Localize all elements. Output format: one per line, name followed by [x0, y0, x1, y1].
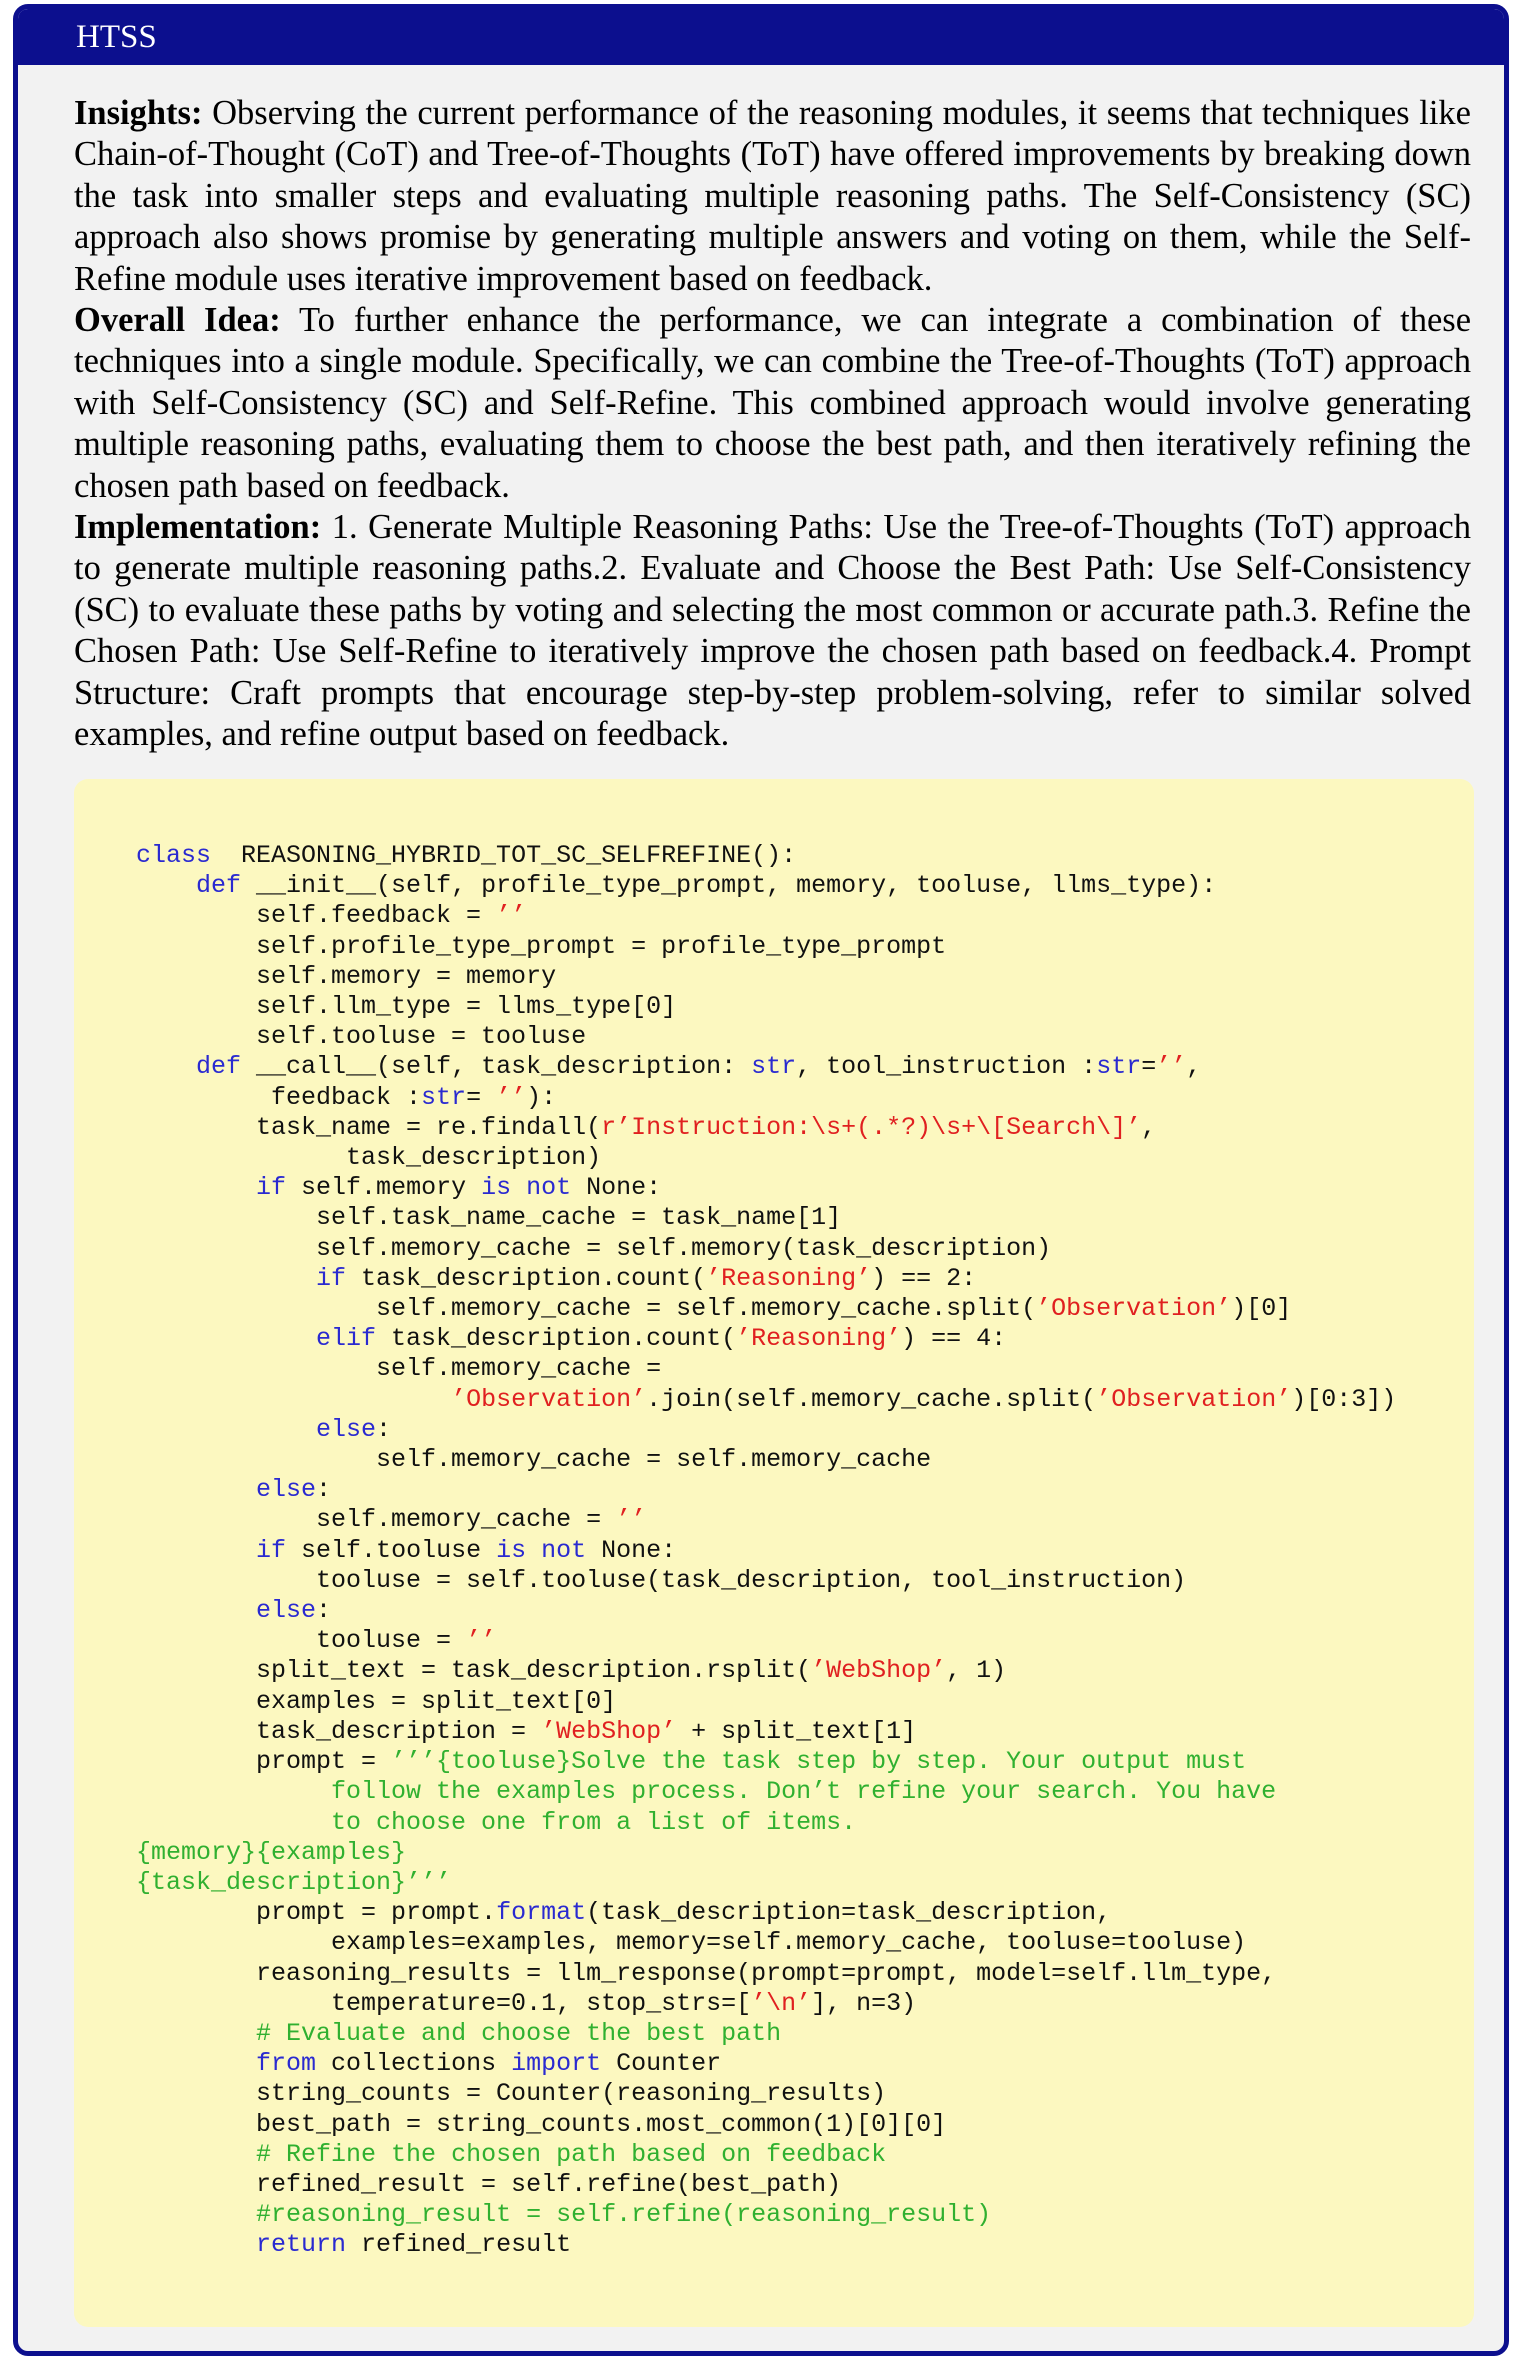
implementation-paragraph: [74, 507, 1471, 755]
code-token: else: [256, 1475, 317, 1505]
overall-idea-text: To further enhance the performance, we can integrate a combination of these techniques into a single module. Specifically, we can combine the Tree-of-Thoughts (ToT) approach with Self-Consistency (SC) and Self-Refine. This combined approach would involve generating multiple reasoning paths, evaluating them to choose the best path, and then iteratively refining the chosen path based on feedback.: [74, 301, 1472, 505]
code-token: [136, 1173, 256, 1202]
code-token: is not: [496, 1535, 587, 1565]
code-line: [136, 1928, 1246, 1957]
code-token: # Evaluate and choose the best path: [256, 2018, 782, 2048]
code-token: follow the examples process. Don’t refine your search. You have: [136, 1777, 1277, 1807]
code-line: [136, 1959, 1276, 1988]
code-token: string_counts = Counter(reasoning_results): [136, 2079, 887, 2109]
code-token: to choose one from a list of items.: [136, 1807, 857, 1837]
code-token: best_path = string_counts.most_common(1)[0][0]: [136, 2109, 947, 2139]
code-line: [136, 1808, 856, 1837]
code-token: ’’’{tooluse}Solve the task step by step. Your output must: [391, 1747, 1247, 1777]
code-token: self.llm_type = llms_type[0]: [136, 992, 677, 1022]
overall-idea-label: Overall Idea:: [74, 301, 281, 340]
code-line: [136, 871, 1216, 900]
code-line: [136, 2200, 991, 2229]
code-token: ’Observation’: [451, 1384, 647, 1414]
code-token: =: [1141, 1052, 1157, 1082]
code-token: #reasoning_result = self.refine(reasoning_result): [256, 2200, 992, 2230]
code-token: return: [256, 2230, 347, 2260]
code-line: [136, 841, 796, 870]
code-line: [136, 1203, 841, 1232]
code-line: [136, 1324, 1006, 1353]
code-token: =: [466, 1082, 497, 1112]
code-token: [136, 1264, 316, 1293]
code-token: {memory}{examples}: [136, 1837, 407, 1867]
code-token: __init__(self, profile_type_prompt, memory, tooluse, llms_type):: [241, 871, 1217, 901]
code-token: str: [751, 1052, 797, 1082]
code-line: [136, 2019, 781, 2048]
code-token: :: [316, 1475, 332, 1505]
code-token: task_description.count(: [376, 1324, 737, 1354]
code-token: ) == 2:: [871, 1263, 977, 1293]
code-token: if: [256, 1173, 287, 1203]
insights-paragraph: [74, 93, 1471, 300]
code-token: [136, 1536, 256, 1565]
code-token: + split_text[1]: [676, 1716, 917, 1746]
code-token: task_description): [136, 1143, 602, 1173]
code-line: [136, 1566, 1186, 1595]
code-token: task_description.count(: [346, 1263, 707, 1293]
code-token: self.memory_cache = self.memory_cache: [136, 1445, 932, 1475]
code-token: ’WebShop’: [541, 1716, 677, 1746]
code-line: [136, 1898, 1111, 1927]
code-token: def: [196, 1052, 242, 1082]
code-line: [136, 2110, 946, 2139]
code-token: format: [496, 1898, 587, 1928]
code-token: self.memory_cache =: [136, 1354, 662, 1384]
code-line: [136, 1354, 661, 1383]
code-line: [136, 1083, 556, 1112]
code-token: [136, 2200, 256, 2229]
htss-panel: [13, 4, 1509, 2356]
code-token: ], n=3): [811, 1988, 917, 2018]
code-token: None:: [571, 1173, 662, 1203]
code-token: REASONING_HYBRID_TOT_SC_SELFREFINE():: [211, 841, 797, 870]
code-token: [136, 2019, 256, 2048]
code-token: ’Reasoning’: [706, 1263, 872, 1293]
code-token: tooluse = self.tooluse(task_description, tool_instruction): [136, 1565, 1187, 1595]
code-line: [136, 1656, 1006, 1685]
code-token: ,: [1141, 1112, 1157, 1142]
code-token: r’Instruction:\s+(.*?)\s+\[Search\]’: [601, 1112, 1142, 1142]
code-token: if: [316, 1263, 347, 1293]
code-line: [136, 1777, 1276, 1806]
implementation-text: 1. Generate Multiple Reasoning Paths: Use the Tree-of-Thoughts (ToT) approach to generate multiple reasoning paths.2. Evaluate and Choose the Best Path: Use Self-Consistency (SC) to evaluate these paths by voting and selecting the most common or accurate path.3. Refine the Chosen Path: Use Self-Refine to iteratively improve the chosen path based on feedback.4. Prompt Structure: Craft prompts that encourage step-by-step problem-solving, refer to similar solved examples, and refine output based on feedback.: [74, 508, 1471, 754]
code-line: [136, 1445, 931, 1474]
code-token: ’’: [496, 901, 527, 931]
code-token: tooluse =: [136, 1626, 467, 1656]
code-line: [136, 1143, 601, 1172]
code-line: [136, 1626, 496, 1655]
code-token: task_description =: [136, 1716, 542, 1746]
code-line: [136, 1173, 661, 1202]
code-token: class: [136, 841, 212, 870]
code-token: Counter: [601, 2049, 722, 2079]
code-token: [136, 871, 196, 900]
code-token: ’Reasoning’: [736, 1324, 902, 1354]
code-token: None:: [586, 1535, 677, 1565]
code-token: is not: [481, 1173, 572, 1203]
code-token: self.profile_type_prompt = profile_type_prompt: [136, 931, 947, 961]
code-line: [136, 1717, 916, 1746]
code-line: [136, 1294, 1291, 1323]
code-line: [136, 2140, 886, 2169]
code-token: collections: [316, 2049, 512, 2079]
code-token: else: [256, 1596, 317, 1626]
insights-text: Observing the current performance of the reasoning modules, it seems that techniques like Chain-of-Thought (CoT) and Tree-of-Thoughts (ToT) have offered improvements by breaking down the task into smaller steps and evaluating multiple reasoning paths. The Self-Consistency (SC) approach also shows promise by generating multiple answers and voting on them, while the Self-Refine module uses iterative improvement based on feedback.: [74, 94, 1471, 298]
code-token: [136, 1415, 316, 1444]
code-line: [136, 1687, 616, 1716]
code-line: [136, 1113, 1156, 1142]
code-token: else: [316, 1414, 377, 1444]
code-token: examples=examples, memory=self.memory_cache, tooluse=tooluse): [136, 1928, 1247, 1958]
code-token: feedback :: [136, 1082, 422, 1112]
code-token: self.tooluse: [286, 1535, 497, 1565]
code-token: :: [316, 1596, 332, 1626]
code-token: [136, 2049, 256, 2078]
code-token: temperature=0.1, stop_strs=[: [136, 1988, 752, 2018]
code-line: [136, 1989, 916, 2018]
code-token: ’’: [496, 1082, 527, 1112]
code-token: ’’: [1156, 1052, 1187, 1082]
code-token: if: [256, 1535, 287, 1565]
code-block: [74, 779, 1474, 2327]
code-line: [136, 1415, 391, 1444]
code-line: [136, 1264, 976, 1293]
panel-title: HTSS: [18, 9, 1504, 65]
code-token: ’Observation’: [1096, 1384, 1292, 1414]
code-token: , tool_instruction :: [796, 1052, 1097, 1082]
code-token: {task_description}’’’: [136, 1867, 452, 1897]
code-token: self.memory_cache = self.memory_cache.split(: [136, 1294, 1037, 1324]
code-token: self.memory_cache = self.memory(task_description): [136, 1233, 1052, 1263]
code-token: refined_result = self.refine(best_path): [136, 2169, 842, 2199]
code-line: [136, 1747, 1246, 1776]
implementation-label: Implementation:: [74, 508, 322, 547]
code-token: self.memory_cache =: [136, 1505, 617, 1535]
code-token: import: [511, 2049, 602, 2079]
code-token: ’\n’: [751, 1988, 812, 2018]
code-line: [136, 901, 526, 930]
code-token: from: [256, 2049, 317, 2079]
code-token: prompt = prompt.: [136, 1898, 497, 1928]
code-token: split_text = task_description.rsplit(: [136, 1656, 812, 1686]
code-token: [136, 1324, 316, 1353]
code-token: self.task_name_cache = task_name[1]: [136, 1203, 842, 1233]
code-token: self.feedback =: [136, 901, 497, 931]
code-line: [136, 2049, 721, 2078]
code-line: [136, 1234, 1051, 1263]
code-token: ’Observation’: [1036, 1294, 1232, 1324]
insights-label: Insights:: [74, 94, 203, 132]
code-token: refined_result: [346, 2230, 572, 2260]
code-token: )[0]: [1231, 1294, 1292, 1324]
code-line: [136, 1052, 1201, 1081]
code-token: str: [421, 1082, 467, 1112]
overall-idea-paragraph: [74, 300, 1471, 507]
code-line: [136, 1022, 586, 1051]
code-token: self.memory: [286, 1173, 482, 1203]
code-line: [136, 2230, 571, 2259]
code-line: [136, 1536, 676, 1565]
code-token: self.tooluse = tooluse: [136, 1022, 587, 1052]
description-text: [74, 93, 1471, 756]
code-line: [136, 1385, 1396, 1414]
code-line: [136, 1475, 331, 1504]
code-token: [136, 1596, 256, 1625]
code-listing: [136, 841, 1396, 2261]
code-token: examples = split_text[0]: [136, 1686, 617, 1716]
code-token: [136, 1052, 196, 1081]
code-token: def: [196, 871, 242, 901]
code-line: [136, 962, 556, 991]
code-line: [136, 1505, 646, 1534]
code-line: [136, 1868, 451, 1897]
code-token: )[0:3]): [1291, 1384, 1397, 1414]
code-token: ):: [526, 1082, 557, 1112]
code-token: reasoning_results = llm_response(prompt=prompt, model=self.llm_type,: [136, 1958, 1277, 1988]
code-token: , 1): [946, 1656, 1007, 1686]
code-token: # Refine the chosen path based on feedback: [256, 2139, 887, 2169]
code-token: prompt =: [136, 1747, 392, 1777]
code-token: ’’: [616, 1505, 647, 1535]
code-token: .join(self.memory_cache.split(: [646, 1384, 1097, 1414]
code-token: ) == 4:: [901, 1324, 1007, 1354]
code-token: task_name = re.findall(: [136, 1112, 602, 1142]
code-line: [136, 992, 676, 1021]
code-line: [136, 932, 946, 961]
code-token: elif: [316, 1324, 377, 1354]
code-token: (task_description=task_description,: [586, 1898, 1112, 1928]
code-token: [136, 2140, 256, 2169]
code-token: [136, 2230, 256, 2259]
code-token: __call__(self, task_description:: [241, 1052, 752, 1082]
code-line: [136, 1596, 331, 1625]
code-token: [136, 1475, 256, 1504]
code-token: ,: [1186, 1052, 1202, 1082]
code-token: :: [376, 1414, 392, 1444]
code-line: [136, 2079, 886, 2108]
code-token: ’WebShop’: [811, 1656, 947, 1686]
code-token: [136, 1385, 451, 1414]
code-token: self.memory = memory: [136, 961, 557, 991]
code-token: str: [1096, 1052, 1142, 1082]
code-line: [136, 2170, 841, 2199]
code-token: ’’: [466, 1626, 497, 1656]
code-line: [136, 1838, 406, 1867]
